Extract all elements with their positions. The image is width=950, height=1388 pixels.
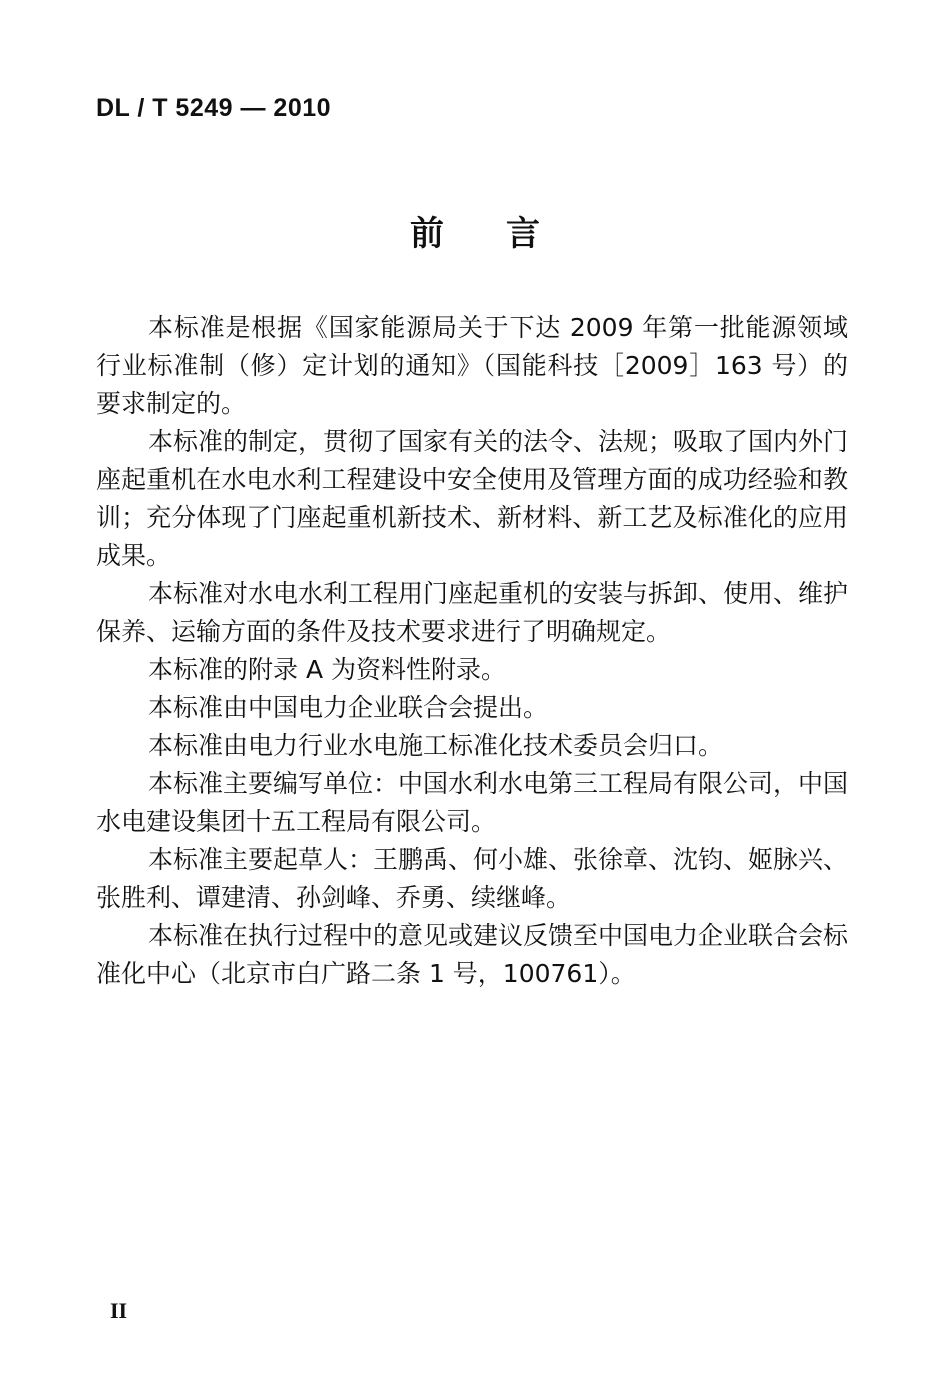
paragraph-appendix: 本标准的附录 A 为资料性附录。 (148, 655, 506, 684)
paragraph-principles: 本标准的制定，贯彻了国家有关的法令、法规；吸取了国内外门座起重机在水电水利工程建设中安全使用及管理方面的成功经验和教训；充分体现了门座起重机新技术、新材料、新工艺及标准化的应用成果。 (96, 427, 849, 570)
foreword-body (96, 309, 848, 993)
paragraph-proposer: 本标准由中国电力企业联合会提出。 (148, 693, 549, 722)
paragraph-scope: 本标准对水电水利工程用门座起重机的安装与拆卸、使用、维护保养、运输方面的条件及技术要求进行了明确规定。 (96, 579, 849, 646)
paragraph-feedback: 本标准在执行过程中的意见或建议反馈至中国电力企业联合会标准化中心（北京市白广路二条 1 号，100761）。 (96, 921, 849, 988)
page-number: II (110, 1298, 128, 1323)
paragraph-drafters: 本标准主要起草人：王鹏禹、何小雄、张徐章、沈钧、姬脉兴、张胜利、谭建清、孙剑峰、乔勇、续继峰。 (96, 845, 849, 912)
paragraph-basis: 本标准是根据《国家能源局关于下达 2009 年第一批能源领域行业标准制（修）定计划的通知》（国能科技［2009］163 号）的要求制定的。 (96, 313, 848, 418)
paragraph-committee: 本标准由电力行业水电施工标准化技术委员会归口。 (148, 731, 724, 760)
page-title: 前言 (410, 214, 602, 254)
paragraph-drafting-units: 本标准主要编写单位：中国水利水电第三工程局有限公司，中国水电建设集团十五工程局有限公司。 (96, 769, 849, 836)
standard-code: DL / T 5249 — 2010 (96, 94, 332, 122)
